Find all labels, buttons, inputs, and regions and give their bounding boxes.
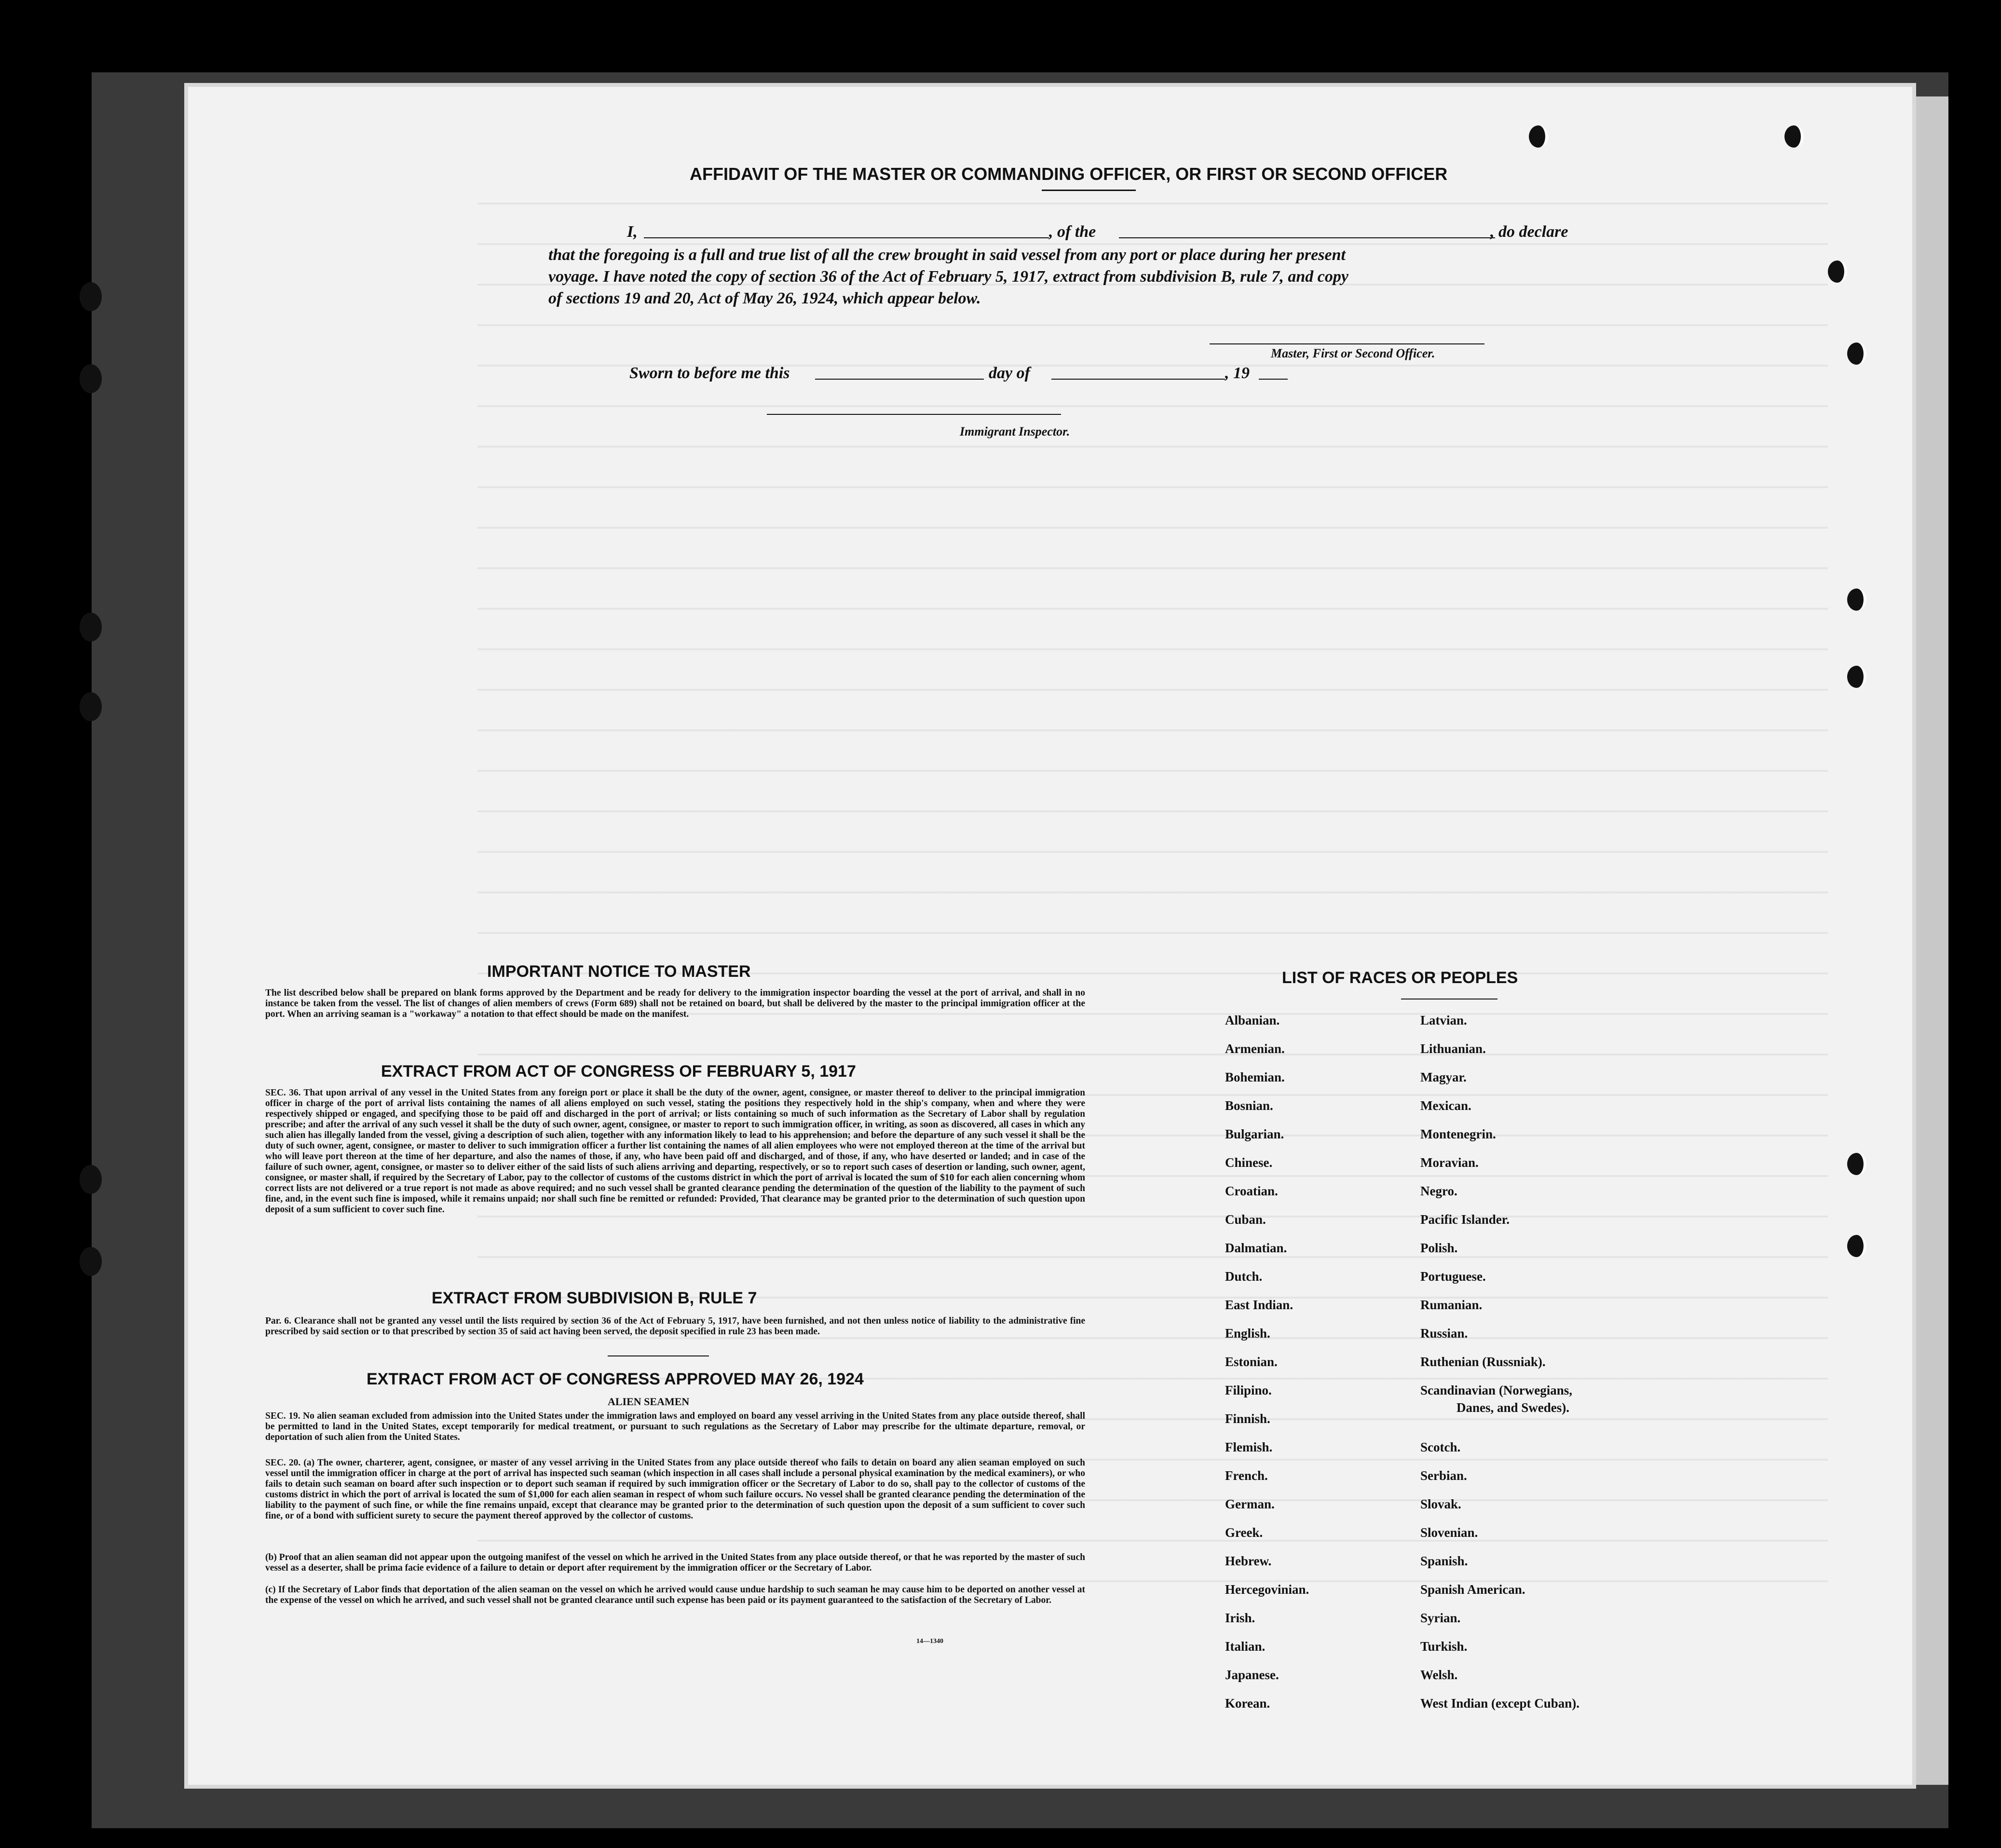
extract-1924-title: EXTRACT FROM ACT OF CONGRESS APPROVED MAY 26, 1924 [367, 1370, 864, 1388]
race-item: French. [1225, 1468, 1268, 1483]
sworn-text-a: Sworn to before me this [629, 364, 790, 382]
affidavit-line-1a: I, [627, 223, 638, 241]
binder-hole [80, 364, 102, 393]
race-item: Spanish American. [1420, 1582, 1525, 1597]
race-item: Russian. [1420, 1326, 1468, 1341]
inspector-signature-line [767, 414, 1061, 415]
race-item: Moravian. [1420, 1155, 1479, 1170]
race-item: Slovak. [1420, 1497, 1461, 1511]
race-item: Pacific Islander. [1420, 1212, 1510, 1227]
race-item: Chinese. [1225, 1155, 1273, 1170]
notice-body: The list described below shall be prepared on blank forms approved by the Department and be ready for delivery to the immigration inspector boarding the vessel at the port of arrival, and shall in no instance be taken from the vessel. The list of changes of alien members of crews (Form 689) shall not be retained on board, but shall be delivered by the master to the principal immigration officer at the port. When an arriving seaman is a "workaway" a notation to that effect should be made on the manifest. [265, 988, 1085, 1019]
affidavit-line-3: voyage. I have noted the copy of section 36 of the Act of February 5, 1917, extract from subdivision B, rule 7, and copy [548, 268, 1348, 286]
extract-1924-sec20a: SEC. 20. (a) The owner, charterer, agent, consignee, or master of any vessel arriving in the United States from any place outside thereof who fails to detain on board any alien seaman employed on such vessel until the immigration officer in charge at the port of arrival has inspected such seaman (which inspection in all cases shall include a personal physical examination by the medical examiners), or who fails to detain such seaman on board after such inspection or to deport such seaman if required by such immigration officer or the Secretary of Labor to do so, shall pay to the collector of customs of the customs district in which the port of arrival is located the sum of $1,000 for each alien seaman in respect of whom such failure occurs. No vessel shall be granted clearance pending the determination of the liability to the payment of such fine, or while the fine remains unpaid, except that clearance may be granted prior to the determination of such question upon the deposit of a sum sufficient to cover such fine, or of a bond with sufficient surety to secure the payment thereof approved by the collector of customs. [265, 1458, 1085, 1521]
race-item: Lithuanian. [1420, 1041, 1486, 1056]
affidavit-line-1b: , of the [1049, 223, 1096, 241]
binder-hole [80, 692, 102, 721]
race-item: Syrian. [1420, 1611, 1461, 1625]
sworn-day-blank [815, 379, 984, 380]
affidavit-title: AFFIDAVIT OF THE MASTER OR COMMANDING OFFICER, OR FIRST OR SECOND OFFICER [690, 164, 1448, 184]
title-underline [1042, 190, 1136, 191]
punch-hole [1847, 1235, 1866, 1257]
race-item: Japanese. [1225, 1668, 1279, 1682]
race-item: Cuban. [1225, 1212, 1266, 1227]
punch-hole [1847, 589, 1866, 611]
punch-hole [1847, 1153, 1866, 1175]
form-number: 14—1340 [916, 1638, 943, 1645]
race-item: Polish. [1420, 1241, 1458, 1255]
race-item: Italian. [1225, 1639, 1266, 1654]
race-item: Korean. [1225, 1696, 1270, 1711]
races-title: LIST OF RACES OR PEOPLES [1282, 969, 1518, 987]
extract-1924-sec19: SEC. 19. No alien seaman excluded from admission into the United States under the immigration laws and employed on board any vessel arriving in the United States from any place outside thereof, shall be permitted to land in the United States, except temporarily for medical treatment, or pursuant to such regulations as the Secretary of Labor may prescribe for the ultimate departure, removal, or deportation of such alien from the United States. [265, 1411, 1085, 1442]
affidavit-line-4: of sections 19 and 20, Act of May 26, 1924, which appear below. [548, 289, 981, 307]
race-item: Albanian. [1225, 1013, 1280, 1027]
race-item: Bulgarian. [1225, 1127, 1284, 1141]
race-item: Filipino. [1225, 1383, 1272, 1397]
punch-hole [1847, 342, 1866, 365]
race-item: Ruthenian (Russniak). [1420, 1355, 1546, 1369]
affidavit-line-1c: , do declare [1490, 223, 1568, 241]
race-item: Armenian. [1225, 1041, 1285, 1056]
race-item: Spanish. [1420, 1554, 1468, 1568]
binder-hole [80, 282, 102, 311]
binder-hole [80, 613, 102, 642]
punch-hole [1828, 260, 1847, 283]
race-item: West Indian (except Cuban). [1420, 1696, 1580, 1711]
name-blank [644, 237, 1049, 238]
punch-hole [1847, 666, 1866, 688]
inspector-caption: Immigrant Inspector. [960, 424, 1070, 438]
race-item: Hebrew. [1225, 1554, 1272, 1568]
race-item: German. [1225, 1497, 1275, 1511]
punch-hole [1529, 125, 1548, 148]
race-item: Danes, and Swedes). [1457, 1400, 1570, 1415]
sworn-text-b: day of [989, 364, 1030, 382]
sworn-month-blank [1051, 379, 1225, 380]
race-item: Greek. [1225, 1525, 1263, 1540]
race-item: Portuguese. [1420, 1269, 1486, 1284]
race-item: Serbian. [1420, 1468, 1467, 1483]
notice-title: IMPORTANT NOTICE TO MASTER [487, 962, 751, 981]
sworn-text-c: , 19 [1225, 364, 1250, 382]
race-item: Estonian. [1225, 1355, 1278, 1369]
binder-hole [80, 1247, 102, 1276]
rule7-title: EXTRACT FROM SUBDIVISION B, RULE 7 [432, 1289, 757, 1307]
vessel-blank [1119, 237, 1495, 238]
race-item: Dalmatian. [1225, 1241, 1287, 1255]
race-item: Mexican. [1420, 1098, 1471, 1113]
race-item: Bohemian. [1225, 1070, 1285, 1084]
race-item: Magyar. [1420, 1070, 1467, 1084]
race-item: Flemish. [1225, 1440, 1273, 1454]
race-item: Welsh. [1420, 1668, 1458, 1682]
race-item: Finnish. [1225, 1411, 1270, 1426]
race-item: English. [1225, 1326, 1270, 1341]
extract-1924-subtitle: ALIEN SEAMEN [608, 1396, 690, 1408]
section-separator [608, 1355, 709, 1356]
race-item: Scandinavian (Norwegians, [1420, 1383, 1573, 1397]
extract-1924-sec20c: (c) If the Secretary of Labor finds that deportation of the alien seaman on the vessel on which he arrived would cause undue hardship to such seaman he may cause him to be deported on another vessel at the expense of the vessel on which he arrived, and such vessel shall not be granted clearance until such expense has been paid or its payment guaranteed to the satisfaction of the Secretary of Labor. [265, 1585, 1085, 1605]
race-item: Turkish. [1420, 1639, 1468, 1654]
sworn-year-blank [1259, 379, 1288, 380]
document-page [188, 87, 1912, 1785]
race-item: Negro. [1420, 1184, 1457, 1198]
extract-1924-sec20b: (b) Proof that an alien seaman did not appear upon the outgoing manifest of the vessel on which he arrived in the United States from any place outside thereof, or that he was reported by the master of such vessel as a deserter, shall be prima facie evidence of a failure to detain or deport after requirement by the immigration officer or the Secretary of Labor. [265, 1552, 1085, 1573]
race-item: Rumanian. [1420, 1298, 1483, 1312]
race-item: East Indian. [1225, 1298, 1293, 1312]
affidavit-line-2: that the foregoing is a full and true list of all the crew brought in said vessel from any port or place during her present [548, 246, 1346, 264]
race-item: Slovenian. [1420, 1525, 1478, 1540]
extract-1917-body: SEC. 36. That upon arrival of any vessel in the United States from any foreign port or place it shall be the duty of the owner, agent, consignee, or master thereof to deliver to the principal immigration officer in charge of the port of arrival lists containing the names of all aliens employed on such vessel, stating the positions they respectively hold in the ship's company, when and where they were respectively shipped or engaged, and specifying those to be paid off and discharged in the port of arrival; or lists containing so much of such information as the Secretary of Labor shall by regulation prescribe; and after the arrival of any such vessel it shall be the duty of such owner, agent, consignee, or master to report to such immigration officer, in writing, as soon as discovered, all cases in which any such alien has illegally landed from the vessel, giving a description of such alien, together with any information likely to lead to his apprehension; and before the departure of any such vessel it shall be the duty of such owner, agent, consignee, or master to deliver to such immigration officer a further list containing the names of all alien employees who were not employed thereon at the time of the arrival but who will leave port thereon at the time of her departure, and also the names of those, if any, who have been paid off and discharged, and of those, if any, who have deserted or landed; and in case of the failure of such owner, agent, consignee, or master so to deliver either of the said lists of such aliens arriving and departing, respectively, or so to report such cases of desertion or landing, such owner, agent, consignee, or master shall, if required by the Secretary of Labor, pay to the collector of customs of the customs district in which the port of arrival is located the sum of $10 for each alien concerning whom correct lists are not delivered or a true report is not made as above required; and no such vessel shall be granted clearance pending the determination of the question of the liability to the payment of such fine, and, in the event such fine is imposed, while it remains unpaid; nor shall such fine be remitted or refunded: Provided, That clearance may be granted prior to the determination of such question upon deposit of a sum sufficient to cover such fine. [265, 1088, 1085, 1215]
master-signature-line [1210, 343, 1484, 344]
race-item: Irish. [1225, 1611, 1255, 1625]
race-item: Scotch. [1420, 1440, 1461, 1454]
race-item: Latvian. [1420, 1013, 1467, 1027]
race-item: Montenegrin. [1420, 1127, 1496, 1141]
binder-hole [80, 1165, 102, 1194]
extract-1917-title: EXTRACT FROM ACT OF CONGRESS OF FEBRUARY 5, 1917 [381, 1062, 856, 1081]
master-signature-caption: Master, First or Second Officer. [1271, 346, 1435, 360]
race-item: Croatian. [1225, 1184, 1278, 1198]
race-item: Dutch. [1225, 1269, 1263, 1284]
race-item: Bosnian. [1225, 1098, 1273, 1113]
race-item: Hercegovinian. [1225, 1582, 1309, 1597]
rule7-body: Par. 6. Clearance shall not be granted any vessel until the lists required by section 36 of the Act of February 5, 1917, have been furnished, and not then unless notice of liability to the administrative fine prescribed by said section or to that prescribed by section 35 of said act having been served, the deposit specified in rule 23 has been made. [265, 1316, 1085, 1337]
punch-hole [1784, 125, 1804, 148]
